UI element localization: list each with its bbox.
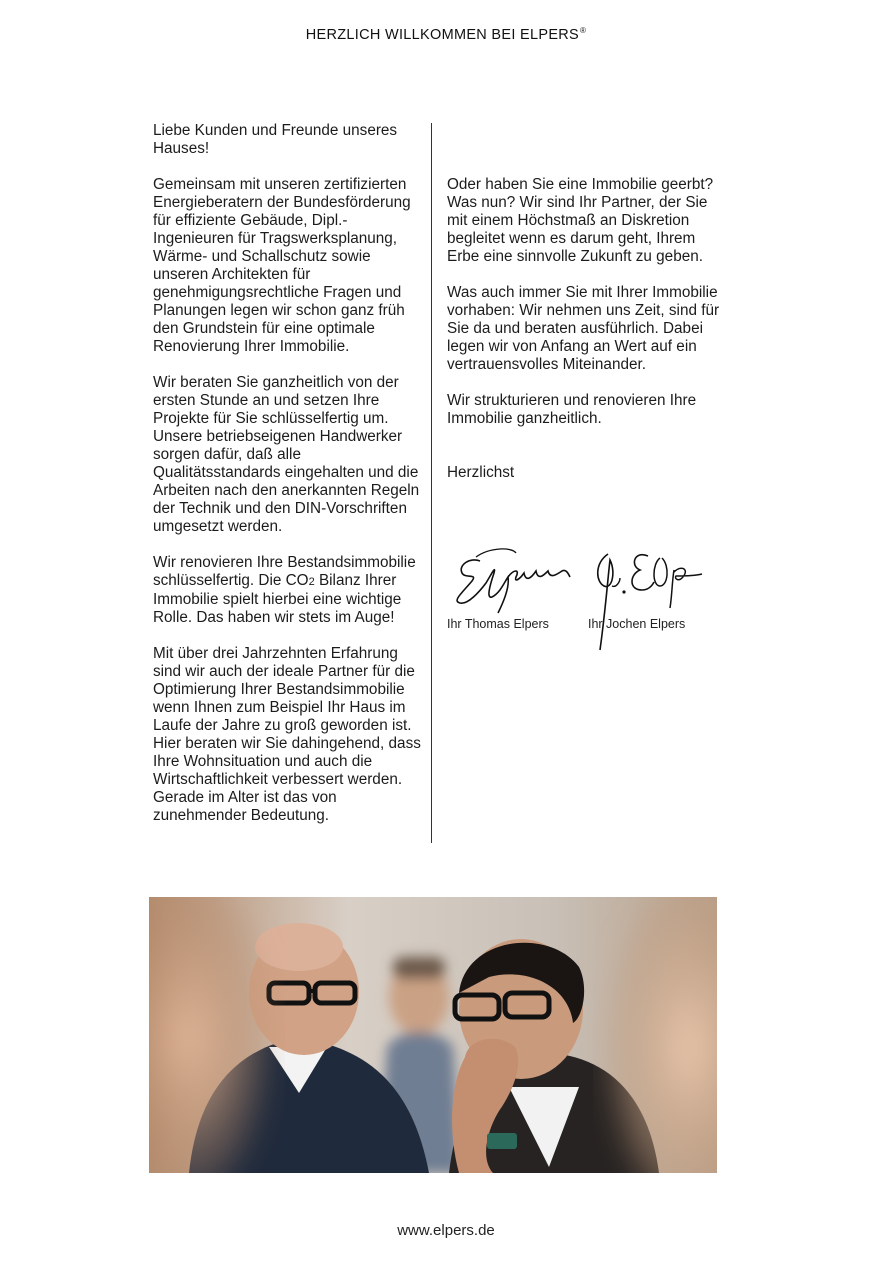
signature-thomas-icon — [450, 543, 575, 615]
paragraph-experience: Mit über drei Jahrzehnten Erfahrung sind wir auch der ideale Partner für die Optimierung Ihrer Bestandsimmobilie wenn Ihnen zum Beispiel Ihr Haus im Laufe der Jahre zu groß geworden ist. Hier beraten wir Sie dahingehend, dass Ihre Wohnsituation und auch die Wirtschaftlichkeit verbessert werden. Gerade im Alter ist das von zunehmender Bedeutung. — [153, 645, 421, 824]
website-url: www.elpers.de — [397, 1222, 495, 1239]
team-photo — [149, 897, 717, 1173]
paragraph-inheritance: Oder haben Sie eine Immobilie geerbt? Was nun? Wir sind Ihr Partner, der Sie mit einem Höchstmaß an Diskretion begleitet wenn es darum geht, Ihrem Erbe eine sinnvolle Zukunft zu geben. — [447, 176, 714, 265]
signature-name-thomas: Ihr Thomas Elpers — [447, 617, 549, 631]
paragraph-holistic-advice: Wir beraten Sie ganzheitlich von der ersten Stunde an und setzen Ihre Projekte für Sie schlüsselfertig um. Unsere betriebseigenen Handwerker sorgen dafür, daß alle Qualitätsstandards eingehalten und die Arbeiten nach den anerkannten Regeln der Technik und den DIN-Vorschriften umgesetzt werden. — [153, 374, 420, 535]
team-photo-illustration — [149, 897, 717, 1173]
letter-right-column — [447, 176, 722, 500]
registered-mark: ® — [580, 26, 587, 35]
paragraph-experts: Gemeinsam mit unseren zertifizierten Energieberatern der Bundesförderung für effiziente Gebäude, Dipl.-Ingenieuren für Tragswerksplanung, Wärme- und Schallschutz sowie unseren Architekten für genehmigungsrechtliche Fragen und Planungen legen wir schon ganz früh den Grundstein für eine optimale Renovierung Ihrer Immobilie. — [153, 176, 411, 355]
salutation: Liebe Kunden und Freunde unseres Hauses! — [153, 122, 398, 157]
paragraph-structure: Wir strukturieren und renovieren Ihre Immobilie ganzheitlich. — [447, 392, 697, 427]
paragraph-co2: Wir renovieren Ihre Bestandsimmobilie schlüsselfertig. Die CO2 Bilanz Ihrer Immobilie spielt hierbei eine wichtige Rolle. Das haben wir stets im Auge! — [153, 554, 416, 626]
paragraph-time: Was auch immer Sie mit Ihrer Immobilie vorhaben: Wir nehmen uns Zeit, sind für Sie da und beraten ausführlich. Dabei legen wir von Anfang an Wert auf ein vertrauensvolles Miteinander. — [447, 284, 720, 373]
closing: Herzlichst — [447, 464, 515, 481]
letter-left-column — [153, 122, 425, 843]
column-divider — [431, 123, 432, 843]
header-title: HERZLICH WILLKOMMEN BEI ELPERS — [305, 27, 580, 43]
signature-name-jochen: Ihr Jochen Elpers — [588, 617, 686, 631]
signature-jochen-icon — [590, 546, 708, 656]
page-header — [0, 26, 892, 43]
